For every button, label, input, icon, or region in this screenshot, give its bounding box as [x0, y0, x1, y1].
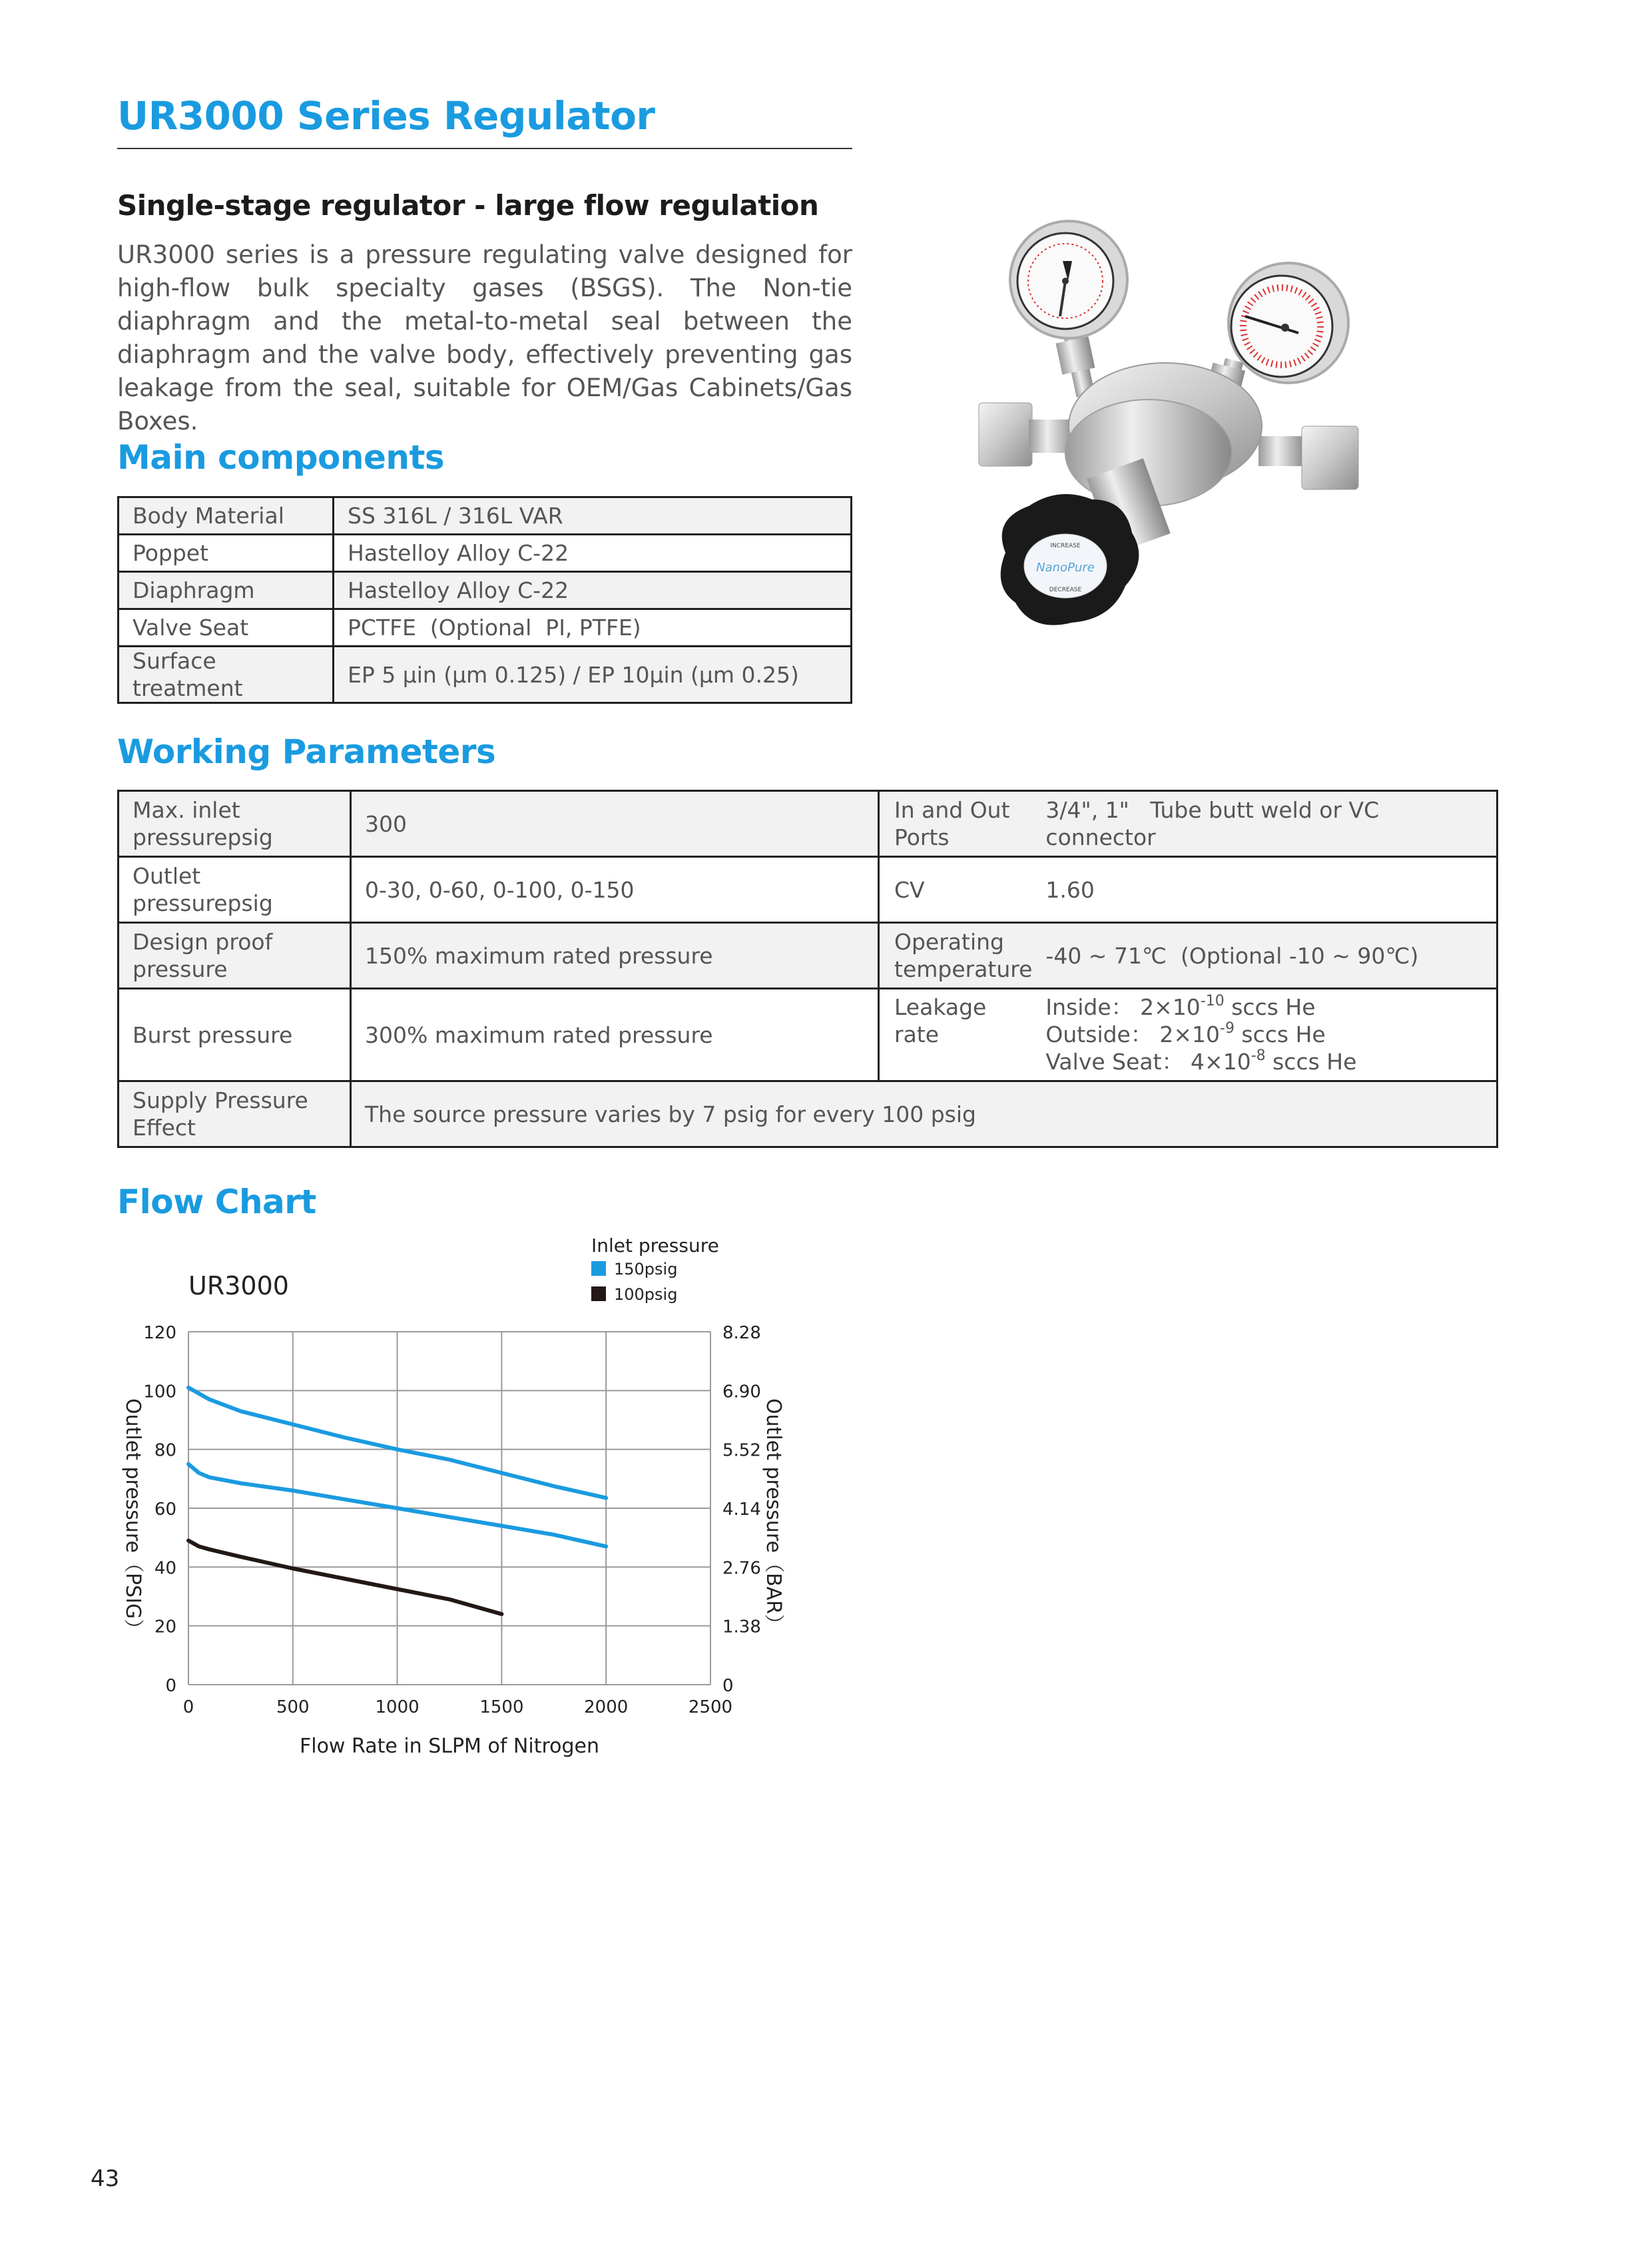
y-tick-label: 120: [143, 1323, 176, 1343]
main-components-heading: Main components: [117, 438, 445, 477]
component-value: EP 5 μin (μm 0.125) / EP 10μin (μm 0.25): [334, 647, 852, 703]
component-value: SS 316L / 316L VAR: [334, 497, 852, 535]
y2-tick-label: 1.38: [722, 1617, 761, 1637]
page-number: 43: [91, 2165, 120, 2192]
x-tick-label: 2000: [584, 1697, 629, 1717]
y2-tick-label: 5.52: [722, 1440, 761, 1461]
intro-paragraph: UR3000 series is a pressure regulating valve designed for high-flow bulk specialty gases (BSGS). The Non-tie diaphragm and the metal-to-metal seal between the diaphragm and the valve body, effectively preventing gas leakage from the seal, suitable for OEM/Gas Cabinets/Gas Boxes.: [117, 240, 852, 435]
y2-tick-label: 4.14: [722, 1500, 761, 1520]
leakage-valve-seat: Valve Seat： $4\times 10^{-8}$ sccs He: [1045, 1047, 1357, 1075]
y2-tick-label: 0: [722, 1676, 734, 1696]
chart-axis-ticks: [143, 1323, 761, 1717]
param-value: 0-30, 0-60, 0-100, 0-150: [351, 857, 879, 923]
series-line: [188, 1541, 501, 1614]
chart-grid: [188, 1332, 710, 1685]
component-label: Diaphragm: [119, 572, 334, 609]
param-label: Outlet pressurepsig: [119, 857, 351, 923]
page-title: UR3000 Series Regulator: [117, 93, 655, 139]
y-tick-label: 20: [154, 1617, 176, 1637]
param-value: 300% maximum rated pressure: [351, 989, 879, 1081]
x-tick-label: 1500: [479, 1697, 524, 1717]
x-tick-label: 0: [182, 1697, 194, 1717]
y-tick-label: 60: [154, 1500, 176, 1520]
param-value: 300: [351, 791, 879, 857]
legend-label: 100psig: [614, 1285, 678, 1304]
leakage-inside: Inside： $2\times 10^{-10}$ sccs He: [1045, 993, 1316, 1020]
y-axis-label: Outlet pressure（PSIG）: [121, 1398, 144, 1639]
param-label: In and Out Ports: [879, 791, 1033, 857]
legend-swatch: [591, 1286, 606, 1301]
param-value: -40 ~ 71℃ (Optional -10 ~ 90℃): [1032, 923, 1497, 989]
param-label: Operating temperature: [879, 923, 1033, 989]
working-parameters-heading: Working Parameters: [117, 732, 496, 771]
param-label: Design proof pressure: [119, 923, 351, 989]
y2-tick-label: 8.28: [722, 1323, 761, 1343]
flow-chart-heading: Flow Chart: [117, 1183, 316, 1221]
chart-legend: [591, 1260, 677, 1304]
y-tick-label: 80: [154, 1440, 176, 1461]
svg-text:INCREASE: INCREASE: [1050, 543, 1081, 549]
component-value: PCTFE (Optional PI, PTFE): [334, 609, 852, 647]
component-label: Surface treatment: [119, 647, 334, 703]
legend-label: 150psig: [614, 1260, 678, 1278]
chart-title: UR3000: [188, 1271, 289, 1300]
x-axis-label: Flow Rate in SLPM of Nitrogen: [299, 1735, 600, 1758]
x-tick-label: 1000: [375, 1697, 419, 1717]
page-subtitle: Single-stage regulator - large flow regulation: [117, 189, 819, 222]
component-label: Valve Seat: [119, 609, 334, 647]
component-value: Hastelloy Alloy C-22: [334, 572, 852, 609]
svg-text:NanoPure: NanoPure: [1036, 561, 1095, 575]
param-label: CV: [879, 857, 1033, 923]
y2-tick-label: 2.76: [722, 1558, 761, 1579]
param-label: Burst pressure: [119, 989, 351, 1081]
param-label: Max. inlet pressurepsig: [119, 791, 351, 857]
y2-tick-label: 6.90: [722, 1382, 761, 1402]
x-tick-label: 500: [276, 1697, 310, 1717]
y-tick-label: 0: [165, 1676, 176, 1696]
y-tick-label: 100: [143, 1382, 176, 1402]
legend-title: Inlet pressure: [591, 1235, 719, 1257]
component-value: Hastelloy Alloy C-22: [334, 535, 852, 572]
param-value: 1.60: [1032, 857, 1497, 923]
legend-swatch: [591, 1261, 606, 1276]
component-label: Body Material: [119, 497, 334, 535]
svg-text:DECREASE: DECREASE: [1049, 587, 1082, 593]
param-value: 150% maximum rated pressure: [351, 923, 879, 989]
x-tick-label: 2500: [688, 1697, 733, 1717]
leakage-outside: Outside： $2\times 10^{-9}$ sccs He: [1045, 1020, 1326, 1047]
param-value: The source pressure varies by 7 psig for every 100 psig: [351, 1081, 1498, 1147]
y-tick-label: 40: [154, 1558, 176, 1579]
component-label: Poppet: [119, 535, 334, 572]
param-value: 3/4", 1" Tube butt weld or VC connector: [1032, 791, 1497, 857]
param-label: Leakage rate: [879, 989, 1033, 1081]
y2-axis-label: Outlet pressure（BAR）: [762, 1398, 785, 1635]
param-label: Supply Pressure Effect: [119, 1081, 351, 1147]
